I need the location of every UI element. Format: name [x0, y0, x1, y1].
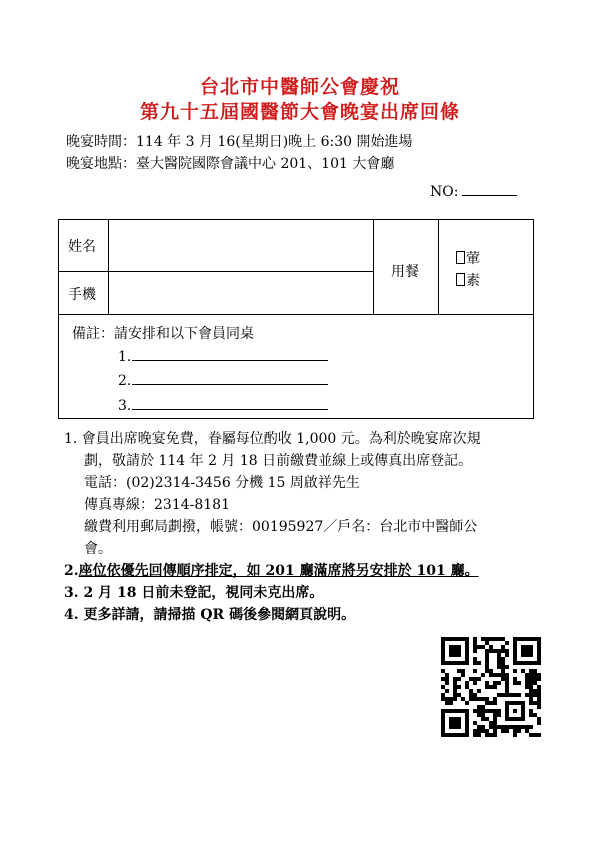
tablemate-1-number: 1. — [118, 349, 132, 365]
meat-checkbox[interactable] — [456, 251, 465, 264]
tablemate-2-line[interactable] — [132, 371, 328, 385]
qr-code-icon[interactable] — [441, 637, 541, 737]
veg-checkbox[interactable] — [456, 273, 465, 286]
note-1-account: 繳費利用郵局劃撥，帳號：00195927／戶名：台北市中醫師公 — [84, 519, 478, 535]
note-4: 4. 更多詳請，請掃描 QR 碼後參閱網頁說明。 — [64, 607, 356, 623]
meat-option-label: 葷 — [466, 251, 480, 267]
banquet-place: 晚宴地點：臺大醫院國際會議中心 201、101 大會廳 — [66, 156, 395, 172]
form-number-blank[interactable] — [462, 181, 517, 196]
title-line-1: 台北市中醫師公會慶祝 — [199, 76, 400, 98]
tablemate-2-number: 2. — [118, 373, 132, 389]
note-1-fax: 傳真專線：2314-8181 — [84, 497, 230, 513]
tablemate-3[interactable] — [118, 396, 328, 414]
form-divider-top — [58, 314, 534, 315]
banquet-time: 晚宴時間：114 年 3 月 16(星期日)晚上 6:30 開始進場 — [66, 134, 413, 150]
note-1-account-end: 會。 — [84, 541, 112, 557]
name-label: 姓名 — [68, 239, 96, 255]
veg-option[interactable] — [456, 270, 480, 290]
tablemate-3-number: 3. — [118, 398, 132, 414]
form-col-options — [438, 219, 439, 315]
note-2 — [64, 560, 544, 582]
form-divider-name — [58, 271, 374, 272]
form-number — [430, 181, 517, 200]
name-field[interactable] — [110, 221, 372, 270]
tablemate-1-line[interactable] — [132, 347, 328, 361]
note-1-line-b: 劃，敬請於 114 年 2 月 18 日前繳費並線上或傳真出席登記。 — [84, 453, 473, 469]
phone-field[interactable] — [110, 273, 372, 313]
tablemate-3-line[interactable] — [132, 396, 328, 410]
meal-label: 用餐 — [391, 264, 419, 280]
tablemate-1[interactable] — [118, 347, 328, 365]
phone-label: 手機 — [68, 287, 96, 303]
form-number-label: NO: — [430, 184, 459, 200]
note-1-line-a: 1. 會員出席晚宴免費，眷屬每位酌收 1,000 元。為利於晚宴席次規 — [64, 431, 481, 447]
note-3: 3. 2 月 18 日前未登記，視同未克出席。 — [64, 585, 324, 601]
remark-text: 備註：請安排和以下會員同桌 — [72, 326, 254, 342]
tablemate-2[interactable] — [118, 371, 328, 389]
note-2-number: 2. — [64, 563, 79, 579]
note-1-phone: 電話：(02)2314-3456 分機 15 周啟祥先生 — [84, 475, 360, 491]
form-col-meal — [373, 219, 374, 315]
note-2-text: 座位依優先回傳順序排定，如 201 廳滿席將另安排於 101 廳。 — [78, 563, 479, 579]
form-col-label — [108, 219, 109, 315]
veg-option-label: 素 — [466, 273, 480, 289]
notes-section — [64, 428, 544, 626]
meat-option[interactable] — [456, 248, 480, 268]
title-line-2: 第九十五屆國醫節大會晚宴出席回條 — [139, 101, 460, 123]
